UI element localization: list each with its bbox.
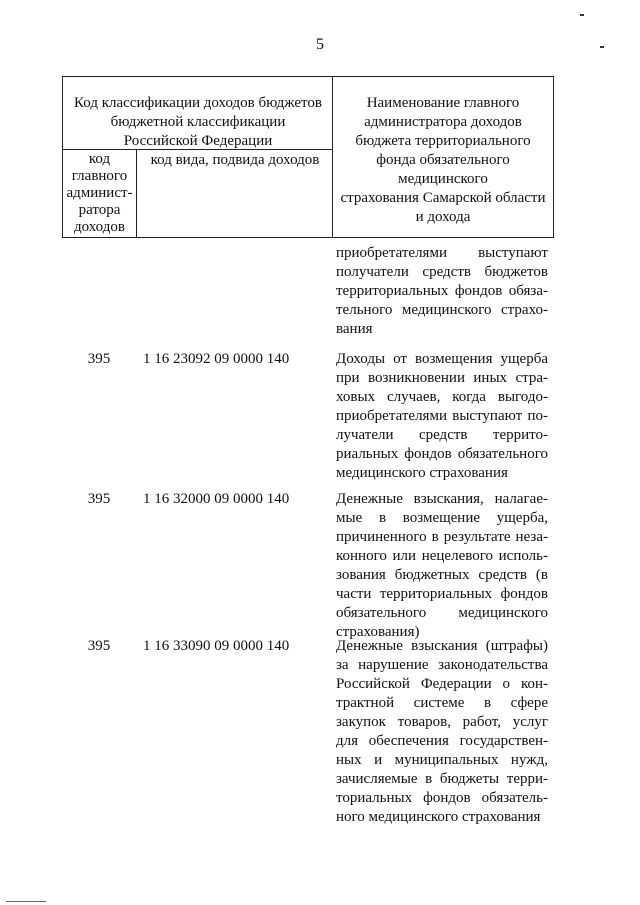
text-line: ховых случаев, когда выгодо-: [336, 389, 548, 405]
header-col-name-line: и дохода: [415, 209, 471, 225]
header-group-title-line: Код классификации доходов бюджетов: [74, 95, 322, 111]
text-line: вания: [336, 321, 373, 337]
header-group-title-line: бюджетной классификации: [110, 114, 286, 130]
text-line: для обеспечения государствен-: [336, 733, 548, 749]
text-line: обязательного медицинского: [336, 605, 548, 621]
text-line: Российской Федерации о кон-: [336, 676, 548, 692]
admin-code: 395: [87, 491, 111, 507]
text-line: трактной системе в сфере: [336, 695, 548, 711]
income-description: [336, 490, 548, 642]
admin-code: 395: [87, 351, 111, 367]
text-line: ториальных фондов обязатель-: [336, 790, 548, 806]
kbk-code: 1 16 23092 09 0000 140: [143, 351, 290, 367]
header-col-admin-line: код: [88, 151, 111, 167]
header-col-admin-line: главного: [71, 168, 128, 184]
income-description: [336, 350, 548, 483]
header-col-name-line: Наименование главного: [366, 95, 520, 111]
text-line: территориальных фондов обяза-: [336, 283, 548, 299]
text-line: ного медицинского страхования: [336, 809, 541, 825]
text-line: страхования): [336, 624, 420, 640]
text-line: получатели средств бюджетов: [336, 264, 548, 280]
header-col-name-line: бюджета территориального: [355, 133, 531, 149]
header-col-admin-line: админист-: [66, 185, 133, 201]
text-line: приобретателями выступают по-: [336, 408, 548, 424]
kbk-code: 1 16 32000 09 0000 140: [143, 491, 290, 507]
table-border: [332, 76, 333, 238]
header-col-name: [335, 94, 551, 227]
header-group-title-line: Российской Федерации: [123, 133, 273, 149]
header-col-name-line: фонда обязательного: [376, 152, 510, 168]
continuation-text: [336, 244, 548, 339]
text-line: мые в возмещение ущерба,: [336, 510, 548, 526]
table-border: [136, 149, 137, 238]
header-col-name-line: страхования Самарской области: [340, 190, 546, 206]
scan-mark: [580, 14, 584, 16]
header-col-kbk: код вида, подвида доходов: [150, 152, 320, 168]
table-border: [62, 76, 554, 77]
admin-code: 395: [87, 638, 111, 654]
header-col-admin-line: ратора: [78, 202, 121, 218]
text-line: Денежные взыскания (штрафы): [336, 638, 548, 654]
text-line: приобретателями выступают: [336, 245, 548, 261]
header-col-admin: [63, 151, 136, 236]
header-col-name-line: медицинского: [398, 171, 488, 187]
header-group-title: [64, 94, 332, 151]
kbk-code: 1 16 33090 09 0000 140: [143, 638, 290, 654]
text-line: риальных фондов обязательного: [336, 446, 548, 462]
text-line: при возникновении иных стра-: [336, 370, 548, 386]
text-line: причиненного в результате неза-: [336, 529, 548, 545]
table-border: [553, 76, 554, 238]
text-line: закупок товаров, работ, услуг: [336, 714, 548, 730]
text-line: за нарушение законодательства: [336, 657, 548, 673]
text-line: ных и муниципальных нужд,: [336, 752, 548, 768]
text-line: Доходы от возмещения ущерба: [336, 351, 548, 367]
text-line: лучатели средств террито-: [336, 427, 548, 443]
text-line: части территориальных фондов: [336, 586, 548, 602]
scan-edge-mark: [6, 901, 46, 902]
text-line: зования бюджетных средств (в: [336, 567, 548, 583]
header-table: [62, 76, 554, 238]
page-number: 5: [316, 36, 324, 53]
text-line: Денежные взыскания, налагае-: [336, 491, 548, 507]
header-col-admin-line: доходов: [74, 219, 125, 235]
text-line: медицинского страхования: [336, 465, 508, 481]
text-line: тельного медицинского страхо-: [336, 302, 548, 318]
income-description: [336, 637, 548, 827]
text-line: зачисляемые в бюджеты терри-: [336, 771, 548, 787]
text-line: конного или нецелевого исполь-: [336, 548, 548, 564]
scan-mark: [600, 46, 604, 48]
header-col-name-line: администратора доходов: [364, 114, 522, 130]
